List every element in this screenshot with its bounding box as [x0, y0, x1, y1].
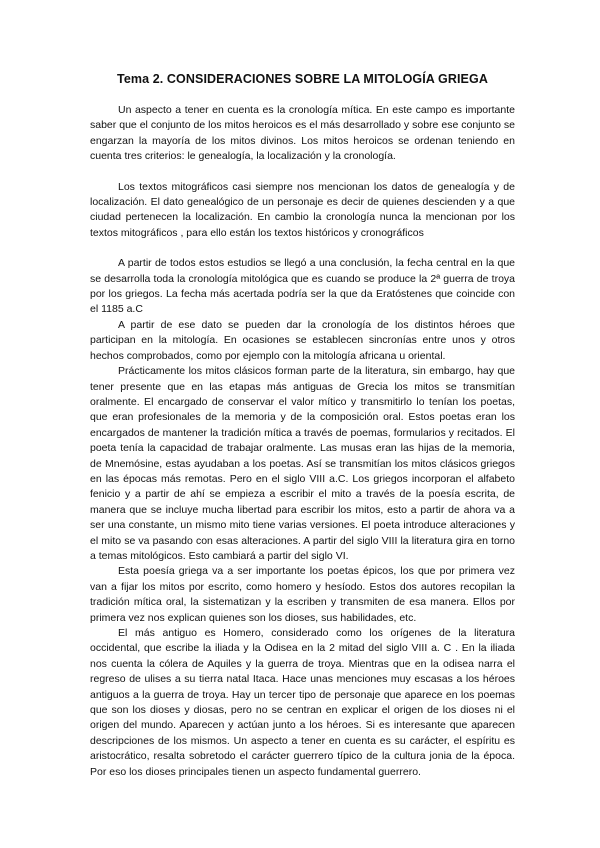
- paragraph-oral-tradition: Prácticamente los mitos clásicos forman parte de la literatura, sin embargo, hay que tener presente que en las etapas más antiguas de Grecia los mitos se transmitían oralmente. El encargado de conservar el valor mítico y transmitirlo lo tenían los poetas, que eran profesionales de la memoria y de la composición oral. Estos poetas eran los encargados de mantener la tradición mítica a través de poemas, formularios y recitados. El poeta tenía la capacidad de trabajar oralmente. Las musas eran las hijas de la memoria, de Mnemósine, estas ayudaban a los poetas. Así se transmitían los mitos clásicos griegos en las épocas más remotas. Pero en el siglo VIII a.C. Los griegos incorporan el alfabeto fenicio y a partir de ahí se empieza a escribir el mito a través de la poesía escrita, de manera que se incluye mucha libertad para escribir los mitos, esto a partir de ahora va a ser una constante, un mismo mito tiene varias versiones. El poeta introduce alteraciones y el mito se va pasando con esas alteraciones. A partir del siglo VIII la literatura gira en torno a temas mitológicos. Esto cambiará a partir del siglo VI.: [90, 365, 515, 562]
- paragraph-epic-poetry: Esta poesía griega va a ser importante los poetas épicos, los que por primera vez van a fijar los mitos por escrito, como homero y hesíodo. Estos dos autores recopilan la tradición mítica oral, la sistematizan y la escriben y transmiten de esa manera. Ellos por primera vez nos explican quienes son los dioses, sus habilidades, etc.: [90, 565, 515, 624]
- paragraph-heroes-chronology: A partir de ese dato se pueden dar la cronología de los distintos héroes que participan en la mitología. En ocasiones se establecen sincronías entre unos y otros hechos comprobados, como por ejemplo con la mitología africana u oriental.: [90, 318, 515, 362]
- page-title: Tema 2. CONSIDERACIONES SOBRE LA MITOLOGÍA GRIEGA: [117, 72, 488, 86]
- paragraph-mythographic-texts: Los textos mitográficos casi siempre nos mencionan los datos de genealogía y de localización. El dato genealógico de un personaje es decir de quienes descienden y a que ciudad pertenecen la localización. En cambio la cronología nunca la mencionan por los textos mitográficos , para ello están los textos históricos y cronográficos: [90, 180, 515, 239]
- paragraph-homer: El más antiguo es Homero, considerado como los orígenes de la literatura occidental, que escribe la iliada y la Odisea en la 2 mitad del siglo VIII a. C . En la iliada nos cuenta la cólera de Aquiles y la guerra de troya. Mientras que en la odisea narra el regreso de ulises a su tierra natal Itaca. Hace unas menciones muy escasas a los héroes antiguos a la guerra de troya. Hay un tercer tipo de personaje que aparece en los poemas que son los dioses y diosas, pero no se centran en explicar el origen de los dioses ni el origen del mundo. Aparecen y actúan junto a los héroes. Si es interesante que aparecen descripciones de los mismos. Un aspecto a tener en cuenta es su carácter, el espíritu es aristocrático, resalta sobretodo el carácter guerrero típico de la cultura jonia de la época. Por eso los dioses principales tienen un aspecto fundamental guerrero.: [90, 627, 515, 778]
- paragraph-chronology: Un aspecto a tener en cuenta es la cronología mítica. En este campo es importante saber que el conjunto de los mitos heroicos es el más desarrollado y sobre ese conjunto se engarzan la mayoría de los mitos divinos. Los mitos heroicos se ordenan teniendo en cuenta tres criterios: le genealogía, la localización y la cronología.: [90, 104, 515, 163]
- paragraph-conclusion: A partir de todos estos estudios se llegó a una conclusión, la fecha central en la que se desarrolla toda la cronología mitológica que es cuando se produce la 2ª guerra de troya por los griegos. La fecha más acertada podría ser la que da Eratóstenes que coincide con el 1185 a.C: [90, 257, 515, 316]
